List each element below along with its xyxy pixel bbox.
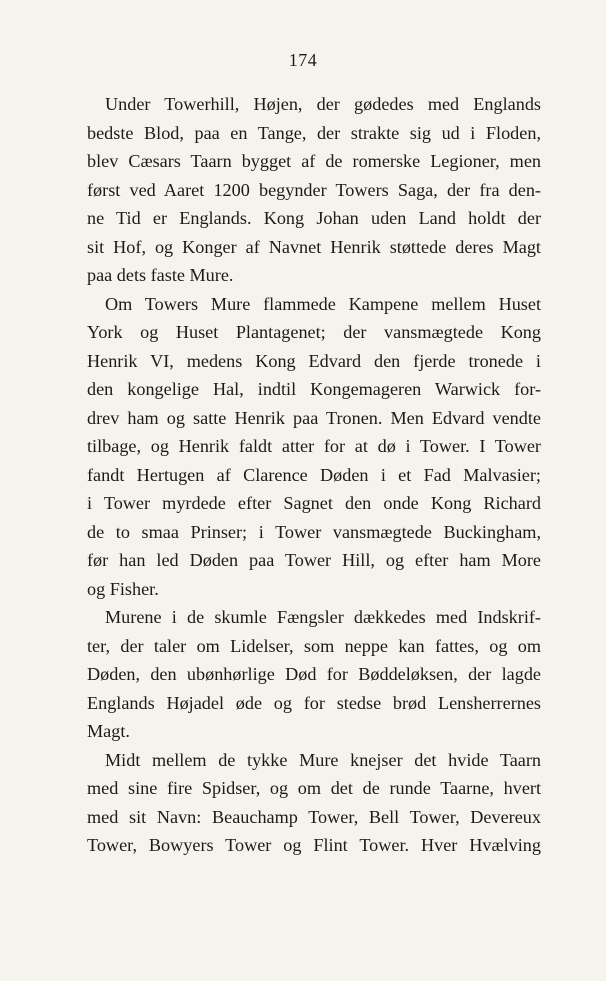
text-line: i Tower myrdede efter Sagnet den onde Kong Richard bbox=[87, 493, 541, 513]
text-line: med sine fire Spidser, og om det de runde Taarne, hvert bbox=[87, 778, 541, 798]
text-line: den kongelige Hal, indtil Kongemageren Warwick for- bbox=[87, 379, 541, 399]
text-line: med sit Navn: Beauchamp Tower, Bell Tower, Devereux bbox=[87, 806, 541, 827]
text-line: og Fisher. bbox=[87, 578, 159, 599]
text-line: Døden, den ubønhørlige Død for Bøddeløksen, der lagde bbox=[87, 664, 541, 684]
text-line: Om Towers Mure flammede Kampene mellem Huset bbox=[105, 293, 541, 314]
text-line: Henrik VI, medens Kong Edvard den fjerde tronede i bbox=[87, 350, 541, 371]
text-line: Midt mellem de tykke Mure knejser det hvide Taarn bbox=[105, 749, 541, 770]
text-line: ne Tid er Englands. Kong Johan uden Land holdt der bbox=[87, 208, 541, 228]
text-line: Under Towerhill, Højen, der gødedes med Englands bbox=[105, 94, 541, 114]
text-line: blev Cæsars Taarn bygget af de romerske Legioner, men bbox=[87, 151, 541, 171]
text-line: Englands Højadel øde og for stedse brød Lensherrernes bbox=[87, 692, 541, 713]
text-line: tilbage, og Henrik faldt atter for at dø i Tower. I Tower bbox=[87, 436, 541, 456]
text-line: ter, der taler om Lidelser, som neppe kan fattes, og om bbox=[87, 635, 541, 656]
page-number: 174 bbox=[288, 50, 318, 70]
text-line: Murene i de skumle Fængsler dækkedes med Indskrif- bbox=[105, 607, 541, 627]
text-line: bedste Blod, paa en Tange, der strakte sig ud i Floden, bbox=[87, 122, 541, 143]
body-text bbox=[87, 90, 541, 860]
text-line: de to smaa Prinser; i Tower vansmægtede Buckingham, bbox=[87, 521, 541, 542]
text-line: paa dets faste Mure. bbox=[87, 265, 234, 285]
text-line: sit Hof, og Konger af Navnet Henrik støttede deres Magt bbox=[87, 236, 541, 257]
text-line: Magt. bbox=[87, 721, 130, 741]
text-line: Tower, Bowyers Tower og Flint Tower. Hver Hvælving bbox=[87, 835, 541, 855]
text-line: York og Huset Plantagenet; der vansmægtede Kong bbox=[87, 322, 541, 342]
text-line: fandt Hertugen af Clarence Døden i et Fad Malvasier; bbox=[87, 464, 541, 485]
text-line: først ved Aaret 1200 begynder Towers Saga, der fra den- bbox=[87, 179, 541, 200]
text-line: drev ham og satte Henrik paa Tronen. Men Edvard vendte bbox=[87, 407, 541, 428]
text-line: før han led Døden paa Tower Hill, og efter ham More bbox=[87, 550, 541, 570]
